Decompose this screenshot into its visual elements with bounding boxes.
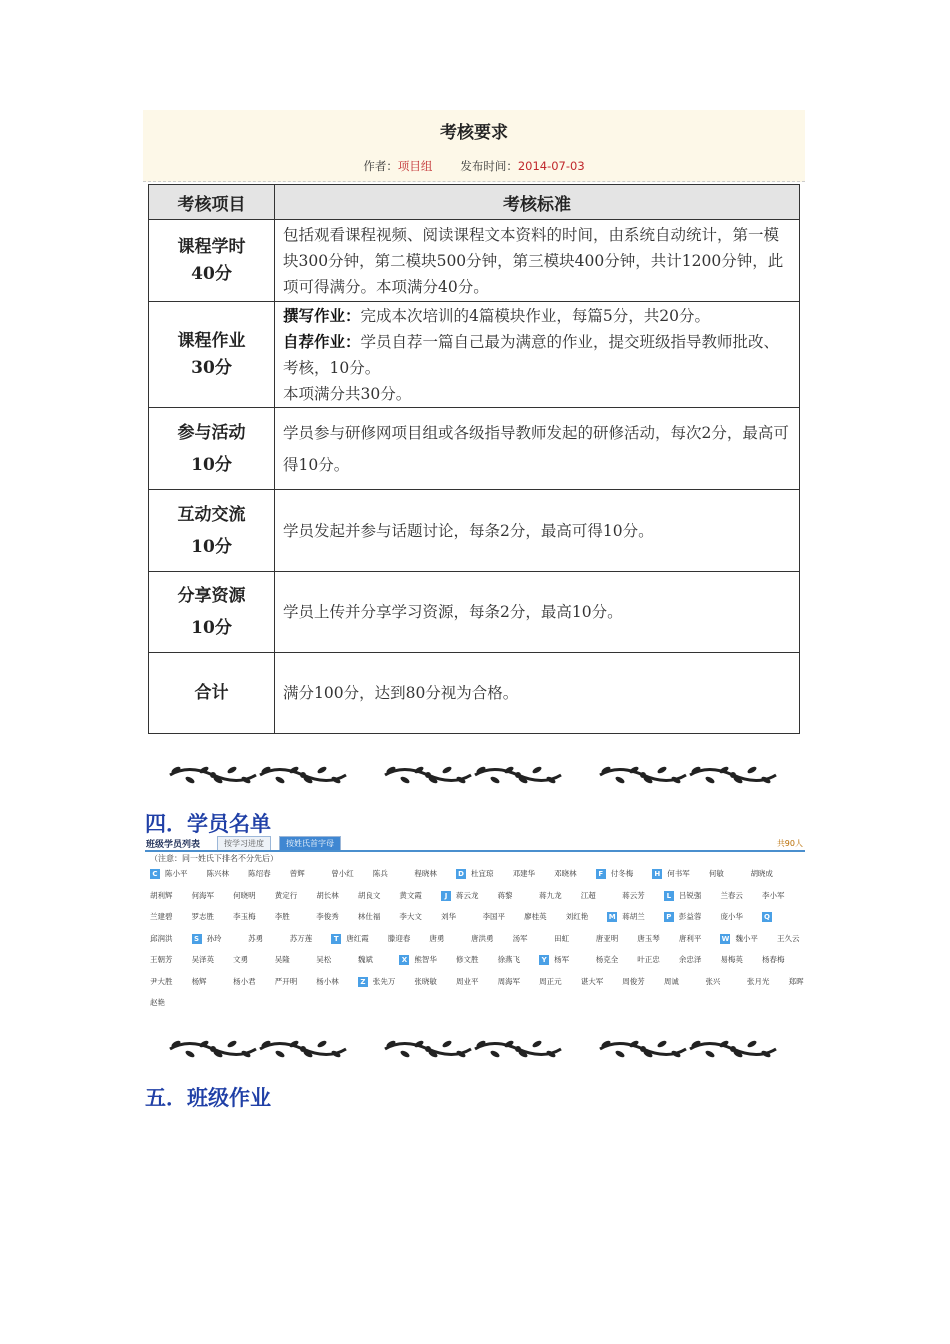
item-cell: 课程学时 40分: [149, 220, 275, 302]
letter-badge: X: [399, 955, 409, 965]
article-title: 考核要求: [440, 123, 508, 143]
student-name[interactable]: 魏斌: [357, 955, 373, 964]
student-name[interactable]: 蒋黎: [497, 890, 513, 900]
student-name[interactable]: 唐勇: [429, 933, 445, 943]
article-header: [143, 110, 805, 182]
student-name[interactable]: 江超: [580, 890, 596, 900]
item-cell: 互动交流 10分: [149, 490, 275, 572]
student-name[interactable]: 张月光: [747, 976, 770, 986]
student-name[interactable]: 邓建华: [512, 869, 536, 878]
student-name[interactable]: 周海军: [497, 976, 521, 986]
student-roster-panel: [145, 836, 805, 1016]
table-row: [149, 408, 800, 490]
letter-badge: L: [664, 891, 674, 901]
standard-cell: 包括观看课程视频、阅读课程文本资料的时间，由系统自动统计，第一模块300分钟，第二模块500分钟，第三模块400分钟，共计1200分钟，此项可得满分。本项满分40分。: [275, 220, 800, 302]
student-name[interactable]: 滕迎春: [387, 933, 411, 943]
student-name[interactable]: 杨辉: [191, 976, 207, 986]
student-name[interactable]: 何海军: [191, 890, 215, 900]
homework-heading: 五．班级作业: [145, 1085, 271, 1110]
tab-by-progress[interactable]: 按学习进度: [217, 836, 271, 850]
student-name[interactable]: 邱润洪: [150, 933, 173, 943]
table-row: [149, 220, 800, 302]
student-name[interactable]: 蒋胡兰: [622, 912, 645, 921]
student-name[interactable]: 唐玉琴: [637, 933, 660, 943]
student-name[interactable]: 吕锐强: [678, 890, 702, 900]
standard-cell: 学员参与研修网项目组或各级指导教师发起的研修活动，每次2分，最高可得10分。: [275, 408, 800, 490]
student-name[interactable]: 余忠泽: [678, 955, 702, 964]
student-name[interactable]: 李大文: [399, 912, 422, 921]
student-name[interactable]: 陈绍春: [248, 869, 271, 878]
student-name[interactable]: 蒋云龙: [456, 890, 479, 900]
standard-cell: 满分100分，达到80分视为合格。: [275, 653, 800, 734]
letter-badge: Q: [762, 912, 772, 922]
student-name[interactable]: 胡良文: [357, 890, 381, 900]
student-name[interactable]: 杨春梅: [762, 955, 785, 964]
student-name[interactable]: 兰建碧: [150, 912, 173, 921]
standard-cell: 学员上传并分享学习资源，每条2分，最高10分。: [275, 572, 800, 653]
student-name[interactable]: 赵艳: [150, 998, 165, 1007]
student-name[interactable]: 黄文霞: [399, 890, 422, 900]
student-name[interactable]: 吴隆: [274, 955, 290, 964]
letter-badge: J: [441, 891, 451, 901]
standard-cell: 撰写作业：完成本次培训的4篇模块作业，每篇5分，共20分。 自荐作业：学员自荐一篇自己最为满意的作业，提交班级指导教师批改、考核，10分。 本项满分共30分。: [275, 302, 800, 408]
tab-by-initial[interactable]: 按姓氏首字母: [279, 836, 341, 850]
student-name[interactable]: 曾小红: [331, 869, 354, 878]
student-name[interactable]: 孙玲: [206, 933, 222, 943]
student-name[interactable]: 杜宜琼: [471, 869, 494, 878]
letter-badge: C: [150, 869, 160, 879]
author-name[interactable]: 项目组: [397, 159, 433, 173]
letter-badge: M: [608, 913, 616, 921]
assessment-table: [148, 184, 800, 734]
student-name[interactable]: 付冬梅: [610, 869, 634, 878]
student-name[interactable]: 李小军: [762, 890, 785, 900]
letter-badge: T: [331, 934, 341, 944]
student-name[interactable]: 汤军: [512, 933, 528, 943]
student-name[interactable]: 尹大胜: [150, 976, 173, 986]
student-name[interactable]: 苏勇: [248, 933, 264, 943]
roster-total: 共90人: [776, 839, 803, 848]
ornament-divider: [598, 760, 778, 790]
student-name[interactable]: 谌大军: [580, 976, 604, 986]
student-name[interactable]: 何书军: [667, 869, 690, 878]
student-name[interactable]: 杨军: [554, 955, 570, 964]
student-name[interactable]: 周业平: [456, 976, 479, 986]
date-label: 发布时间：: [460, 159, 518, 173]
student-name[interactable]: 杨小君: [233, 976, 256, 986]
student-name[interactable]: 廖桂英: [524, 912, 547, 921]
student-name[interactable]: 魏小平: [735, 933, 758, 943]
student-name[interactable]: 曾辉: [289, 869, 305, 878]
student-name[interactable]: 李胜: [274, 912, 290, 921]
ornament-divider: [383, 1034, 563, 1064]
letter-badge: D: [456, 869, 466, 879]
item-cell: 分享资源 10分: [149, 572, 275, 653]
table-row: [149, 302, 800, 408]
student-name[interactable]: 蒋九龙: [539, 890, 562, 900]
student-name[interactable]: 胡晓成: [750, 869, 773, 878]
standard-cell: 学员发起并参与话题讨论，每条2分，最高可得10分。: [275, 490, 800, 572]
letter-badge: W: [721, 934, 730, 943]
ornament-divider: [383, 760, 563, 790]
item-cell: 合计: [149, 653, 275, 734]
student-name[interactable]: 文勇: [233, 955, 249, 964]
student-name[interactable]: 李俊秀: [316, 912, 339, 921]
student-name[interactable]: 田虹: [554, 933, 570, 943]
student-name[interactable]: 胡长林: [316, 890, 339, 900]
publish-date: 2014-07-03: [517, 159, 585, 173]
student-name[interactable]: 蒋云芳: [622, 890, 645, 900]
author-label: 作者：: [363, 159, 398, 173]
student-name[interactable]: 叶正忠: [637, 955, 660, 964]
student-name[interactable]: 王朝芳: [150, 955, 173, 964]
header-item: 考核项目: [149, 185, 275, 220]
ornament-divider: [598, 1034, 778, 1064]
student-name[interactable]: 周俊芳: [622, 976, 645, 986]
student-name[interactable]: 唐亚明: [595, 933, 619, 943]
student-name[interactable]: 何敏: [708, 869, 724, 878]
article-meta: [143, 158, 805, 174]
table-row: [149, 653, 800, 734]
student-name[interactable]: 邓晓林: [554, 869, 577, 878]
roster-heading: 四．学员名单: [145, 811, 271, 836]
student-name[interactable]: 徐燕飞: [497, 955, 521, 964]
student-name[interactable]: 陈小平: [165, 869, 188, 878]
student-name[interactable]: 熊智华: [414, 955, 437, 964]
letter-badge: F: [596, 869, 606, 879]
student-name[interactable]: 唐利平: [678, 933, 702, 943]
student-name[interactable]: 林仕福: [357, 912, 381, 921]
student-name[interactable]: 郑晖: [788, 976, 804, 986]
student-name[interactable]: 张晓敏: [414, 976, 437, 986]
student-name[interactable]: 唐洪勇: [471, 933, 494, 943]
student-name[interactable]: 李国平: [482, 912, 506, 921]
student-name[interactable]: 张先万: [372, 976, 396, 986]
student-name[interactable]: 罗志胜: [191, 912, 215, 921]
student-name[interactable]: 刘华: [441, 912, 456, 921]
student-name[interactable]: 吴松: [316, 955, 332, 964]
student-name[interactable]: 修文胜: [456, 955, 479, 964]
student-name[interactable]: 苏万莲: [289, 933, 313, 943]
letter-badge: S: [192, 934, 202, 944]
letter-badge: Y: [539, 955, 549, 965]
student-name[interactable]: 王久云: [777, 933, 800, 943]
student-name[interactable]: 杨克全: [595, 955, 619, 964]
letter-badge: P: [664, 912, 674, 922]
student-name[interactable]: 周诚: [663, 976, 679, 986]
student-name[interactable]: 陈兴林: [206, 869, 230, 878]
student-name[interactable]: 何晓明: [233, 890, 256, 900]
student-name[interactable]: 黄定行: [274, 890, 298, 900]
letter-badge: Z: [358, 977, 368, 987]
header-standard: 考核标准: [275, 185, 800, 220]
ornament-divider: [168, 760, 348, 790]
student-name[interactable]: 吴泽英: [191, 955, 215, 964]
student-name[interactable]: 陈兵: [372, 869, 388, 878]
student-name[interactable]: 程晓林: [414, 869, 437, 878]
student-name[interactable]: 张兴: [705, 976, 721, 986]
student-name[interactable]: 兰春云: [720, 890, 743, 900]
student-name[interactable]: 易梅英: [720, 955, 743, 964]
student-name[interactable]: 李玉梅: [233, 912, 256, 921]
student-name[interactable]: 刘红艳: [565, 912, 589, 921]
roster-note: （注意：同一姓氏下排名不分先后）: [150, 854, 278, 863]
student-name[interactable]: 杨小林: [316, 976, 339, 986]
table-row: [149, 572, 800, 653]
student-name[interactable]: 彭益蓉: [678, 912, 702, 921]
item-cell: 参与活动 10分: [149, 408, 275, 490]
student-name[interactable]: 唐红霞: [346, 933, 369, 943]
student-name[interactable]: 周正元: [539, 976, 562, 986]
table-row: [149, 490, 800, 572]
item-cell: 课程作业 30分: [149, 302, 275, 408]
roster-title: 班级学员列表: [146, 840, 201, 850]
student-name[interactable]: 庞小华: [720, 912, 743, 921]
ornament-divider: [168, 1034, 348, 1064]
student-name[interactable]: 胡利辉: [150, 890, 173, 900]
letter-badge: H: [652, 869, 662, 879]
student-name[interactable]: 严开明: [274, 976, 298, 986]
